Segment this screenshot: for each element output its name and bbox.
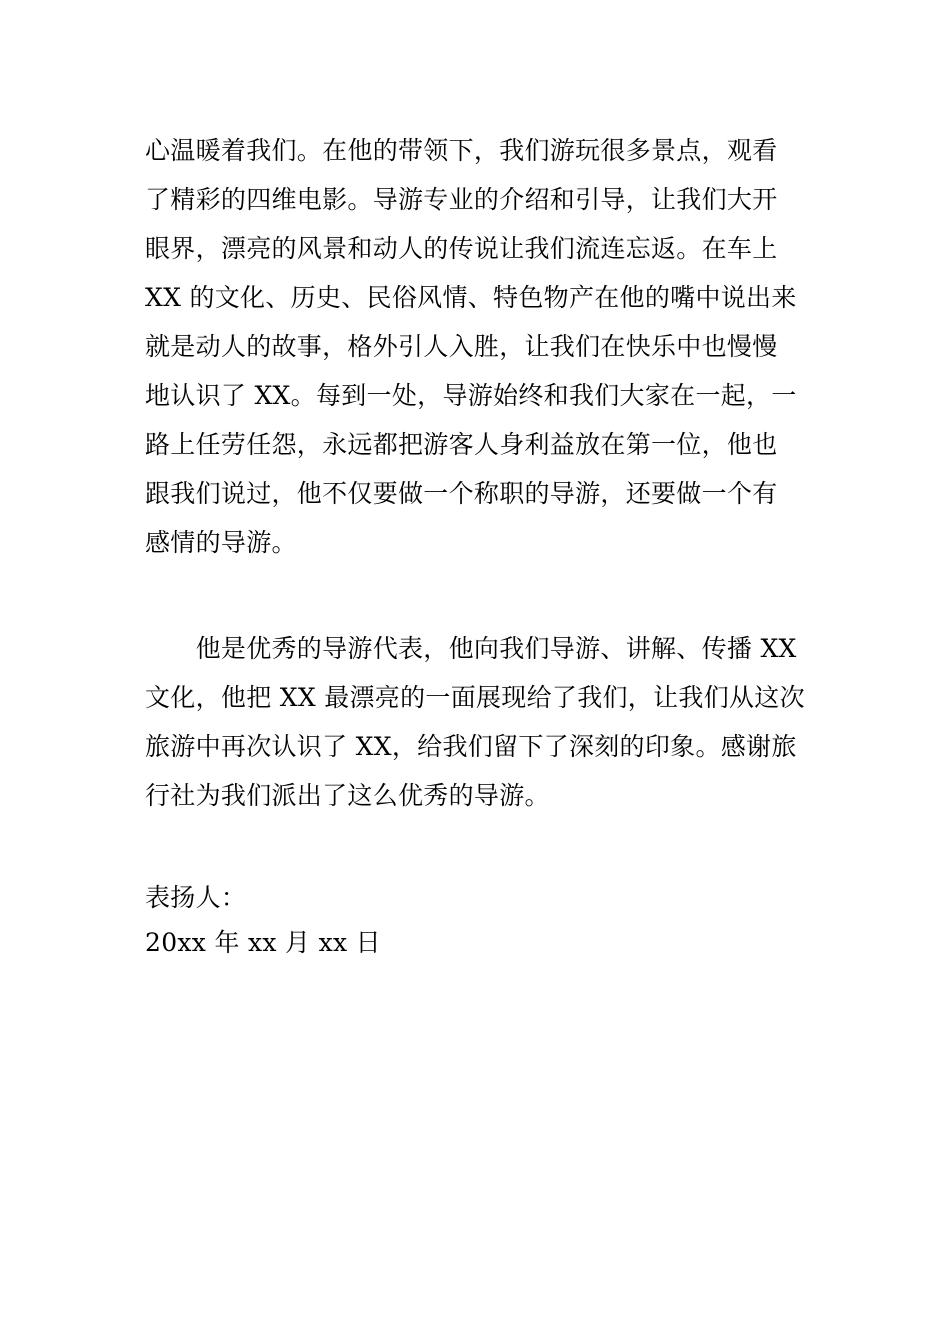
signature-block [145,875,810,965]
paragraph-line: 路上任劳任怨，永远都把游客人身利益放在第一位，他也 [145,430,778,459]
paragraph-line: 文化，他把 XX 最漂亮的一面展现给了我们，让我们从这次 [145,683,805,712]
paragraph-line: 眼界，漂亮的风景和动人的传说让我们流连忘返。在车上 [145,234,778,263]
paragraph-line: 跟我们说过，他不仅要做一个称职的导游，还要做一个有 [145,479,778,508]
paragraph-line: 心温暖着我们。在他的带领下，我们游玩很多景点，观看 [145,136,778,165]
paragraph-line: 行社为我们派出了这么优秀的导游。 [145,781,550,810]
paragraph-line: 感情的导游。 [145,528,297,557]
paragraph-conclusion [145,624,810,820]
paragraph-line: 就是动人的故事，格外引人入胜，让我们在快乐中也慢慢 [145,332,778,361]
paragraph-line: 地认识了 XX。每到一处，导游始终和我们大家在一起，一 [145,381,797,410]
paragraph-line: 了精彩的四维电影。导游专业的介绍和引导，让我们大开 [145,185,778,214]
paragraph-praise-body [145,126,810,567]
paragraph-line: XX 的文化、历史、民俗风情、特色物产在他的嘴中说出来 [145,283,797,312]
signature-date: 20xx 年 xx 月 xx 日 [145,928,381,957]
paragraph-line: 他是优秀的导游代表，他向我们导游、讲解、传播 XX [145,634,797,663]
signature-label: 表扬人： [145,883,247,912]
paragraph-line: 旅游中再次认识了 XX，给我们留下了深刻的印象。感谢旅 [145,732,797,761]
